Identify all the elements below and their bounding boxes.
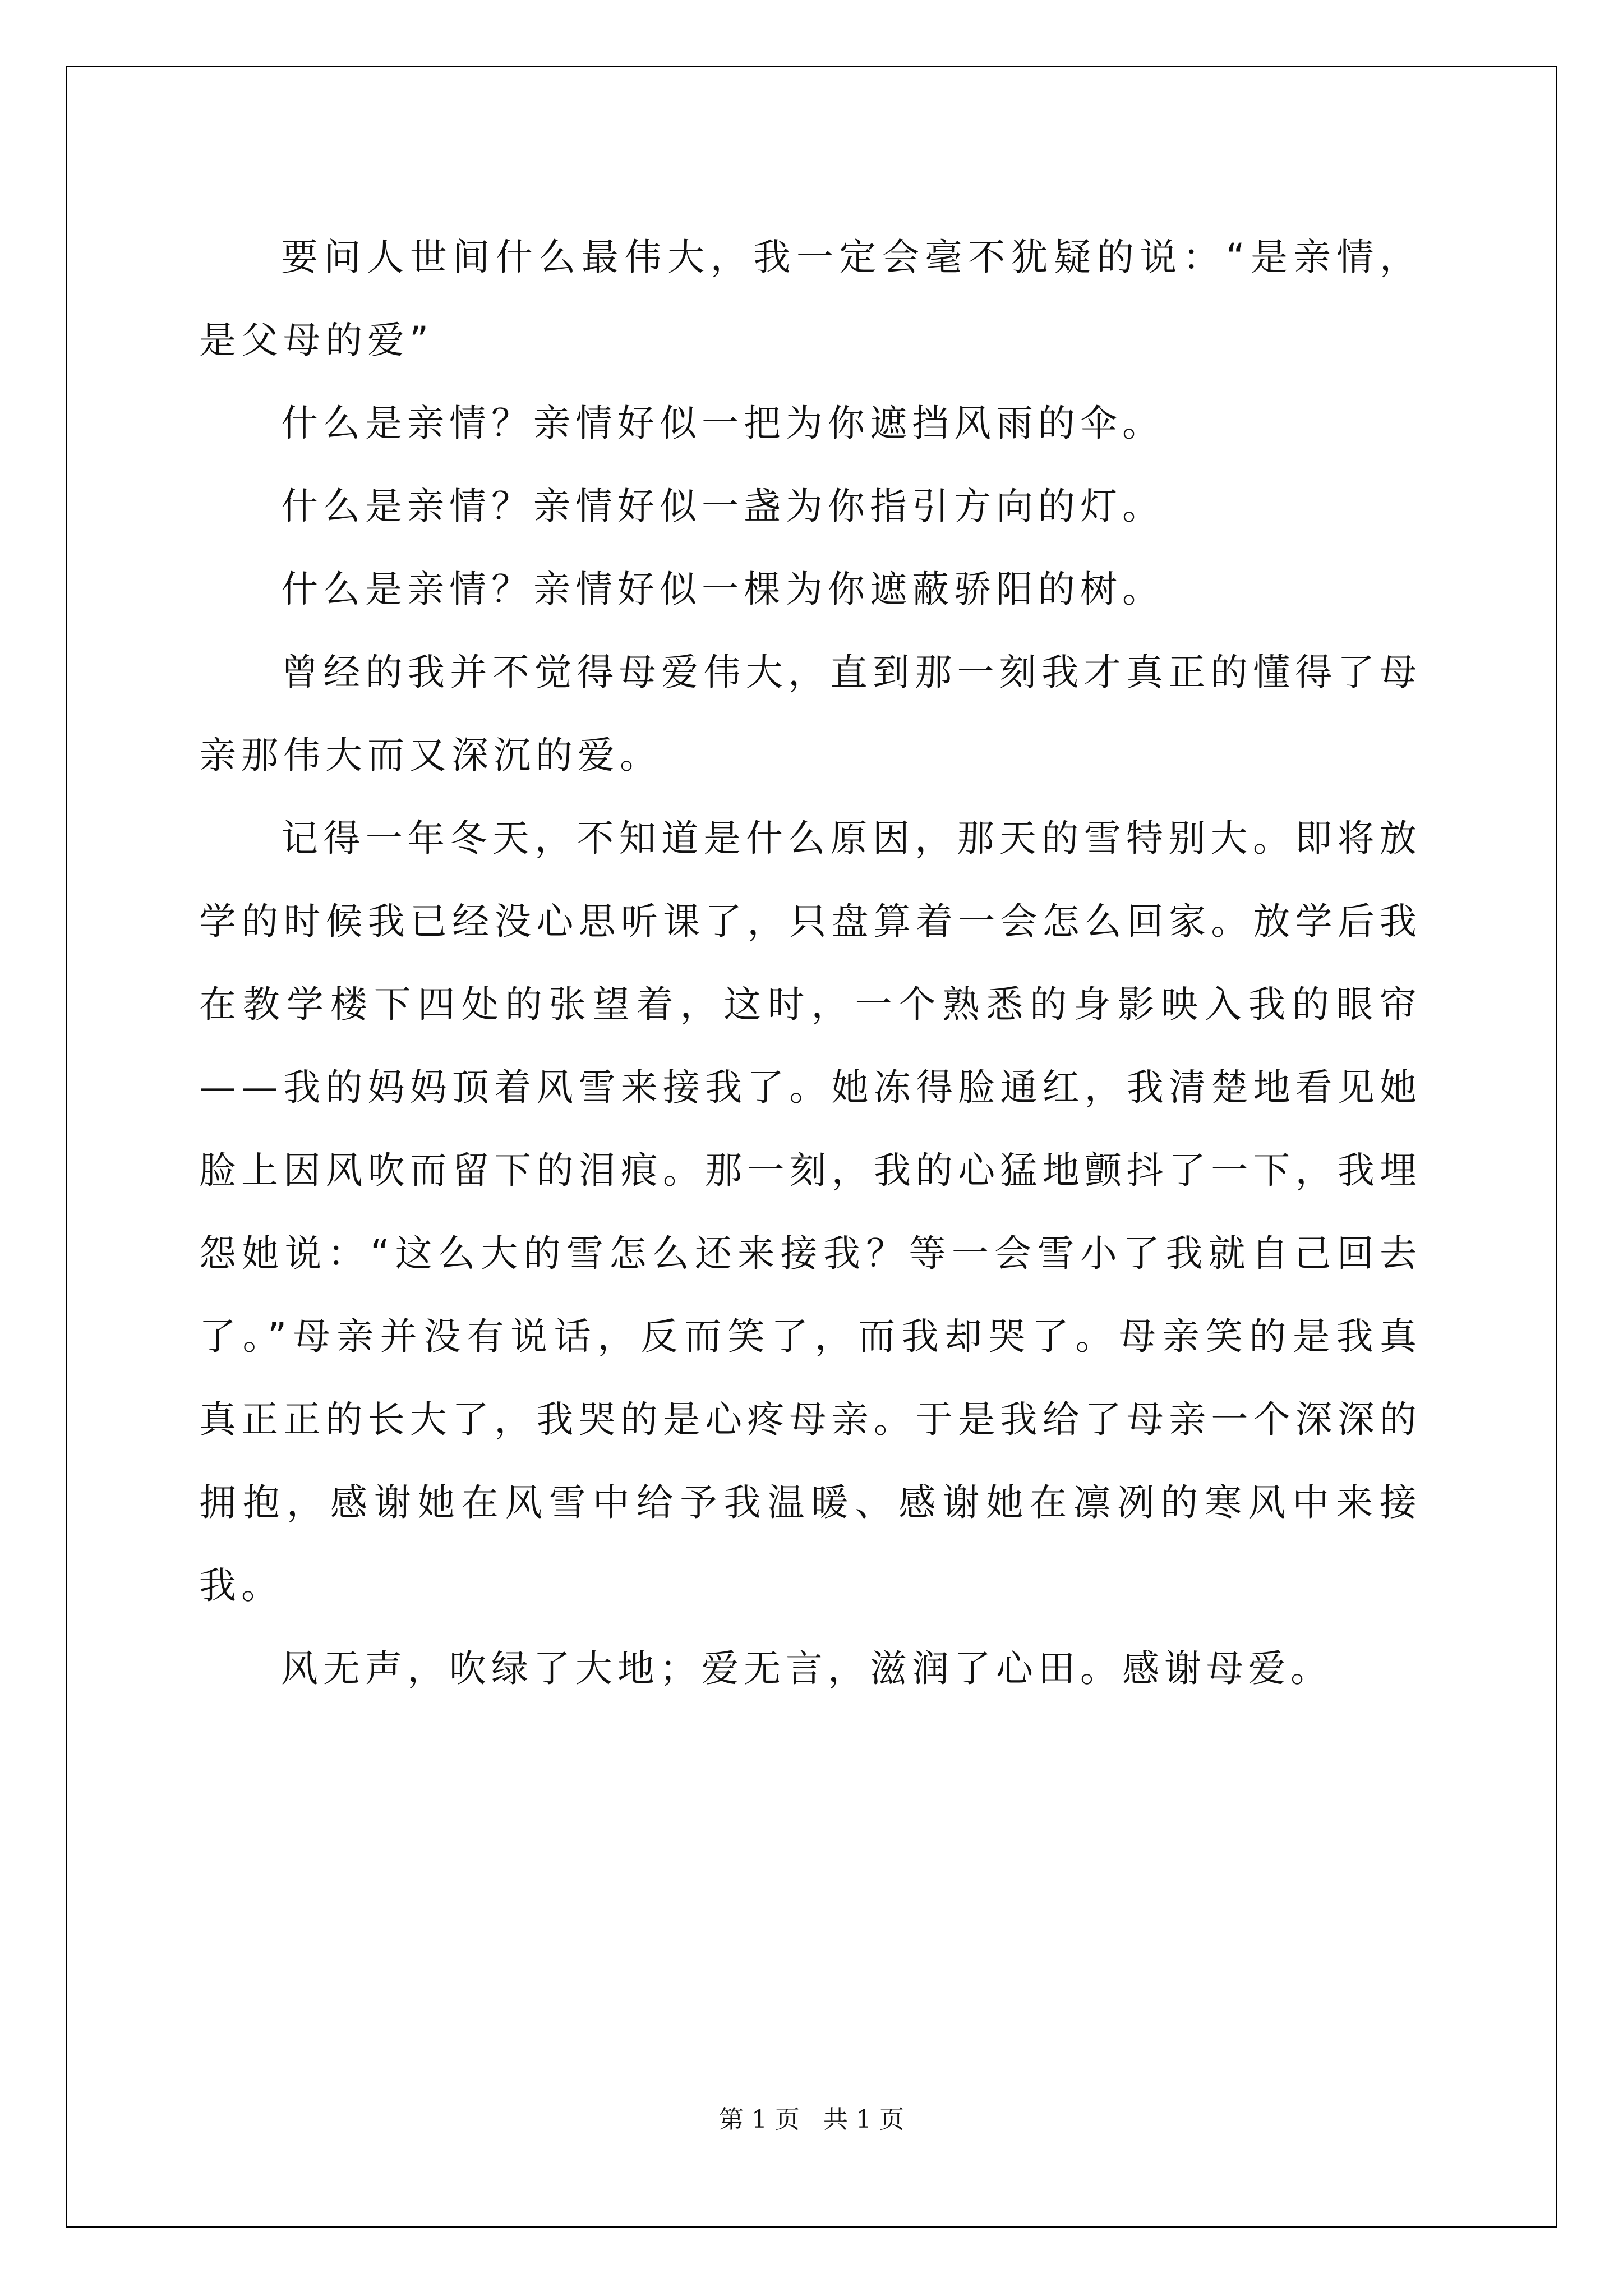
paragraph: 风无声，吹绿了大地；爱无言，滋润了心田。感谢母爱。	[281, 1647, 1332, 1690]
document-body	[199, 216, 1422, 1710]
paragraph: 要问人世间什么最伟大，我一定会毫不犹疑的说：“是亲情，是父母的爱”	[199, 236, 1422, 362]
paragraph: 记得一年冬天，不知道是什么原因，那天的雪特别大。即将放学的时候我已经没心思听课了，只盘算着一会怎么回家。放学后我在教学楼下四处的张望着，这时，一个熟悉的身影映入我的眼帘——我的妈妈顶着风雪来接我了。她冻得脸通红，我清楚地看见她脸上因风吹而留下的泪痕。那一刻，我的心猛地颤抖了一下，我埋怨她说：“这么大的雪怎么还来接我？等一会雪小了我就自己回去了。”母亲并没有说话，反而笑了，而我却哭了。母亲笑的是我真真正正的长大了，我哭的是心疼母亲。于是我给了母亲一个深深的拥抱，感谢她在风雪中给予我温暖、感谢她在凛冽的寒风中来接我。	[199, 817, 1422, 1607]
page-number-footer: 第 1 页 共 1 页	[719, 2105, 904, 2134]
paragraph: 什么是亲情？亲情好似一盏为你指引方向的灯。	[281, 485, 1164, 528]
paragraph: 什么是亲情？亲情好似一棵为你遮蔽骄阳的树。	[281, 568, 1164, 611]
paragraph: 曾经的我并不觉得母爱伟大，直到那一刻我才真正的懂得了母亲那伟大而又深沉的爱。	[199, 651, 1422, 777]
paragraph: 什么是亲情？亲情好似一把为你遮挡风雨的伞。	[281, 402, 1164, 445]
